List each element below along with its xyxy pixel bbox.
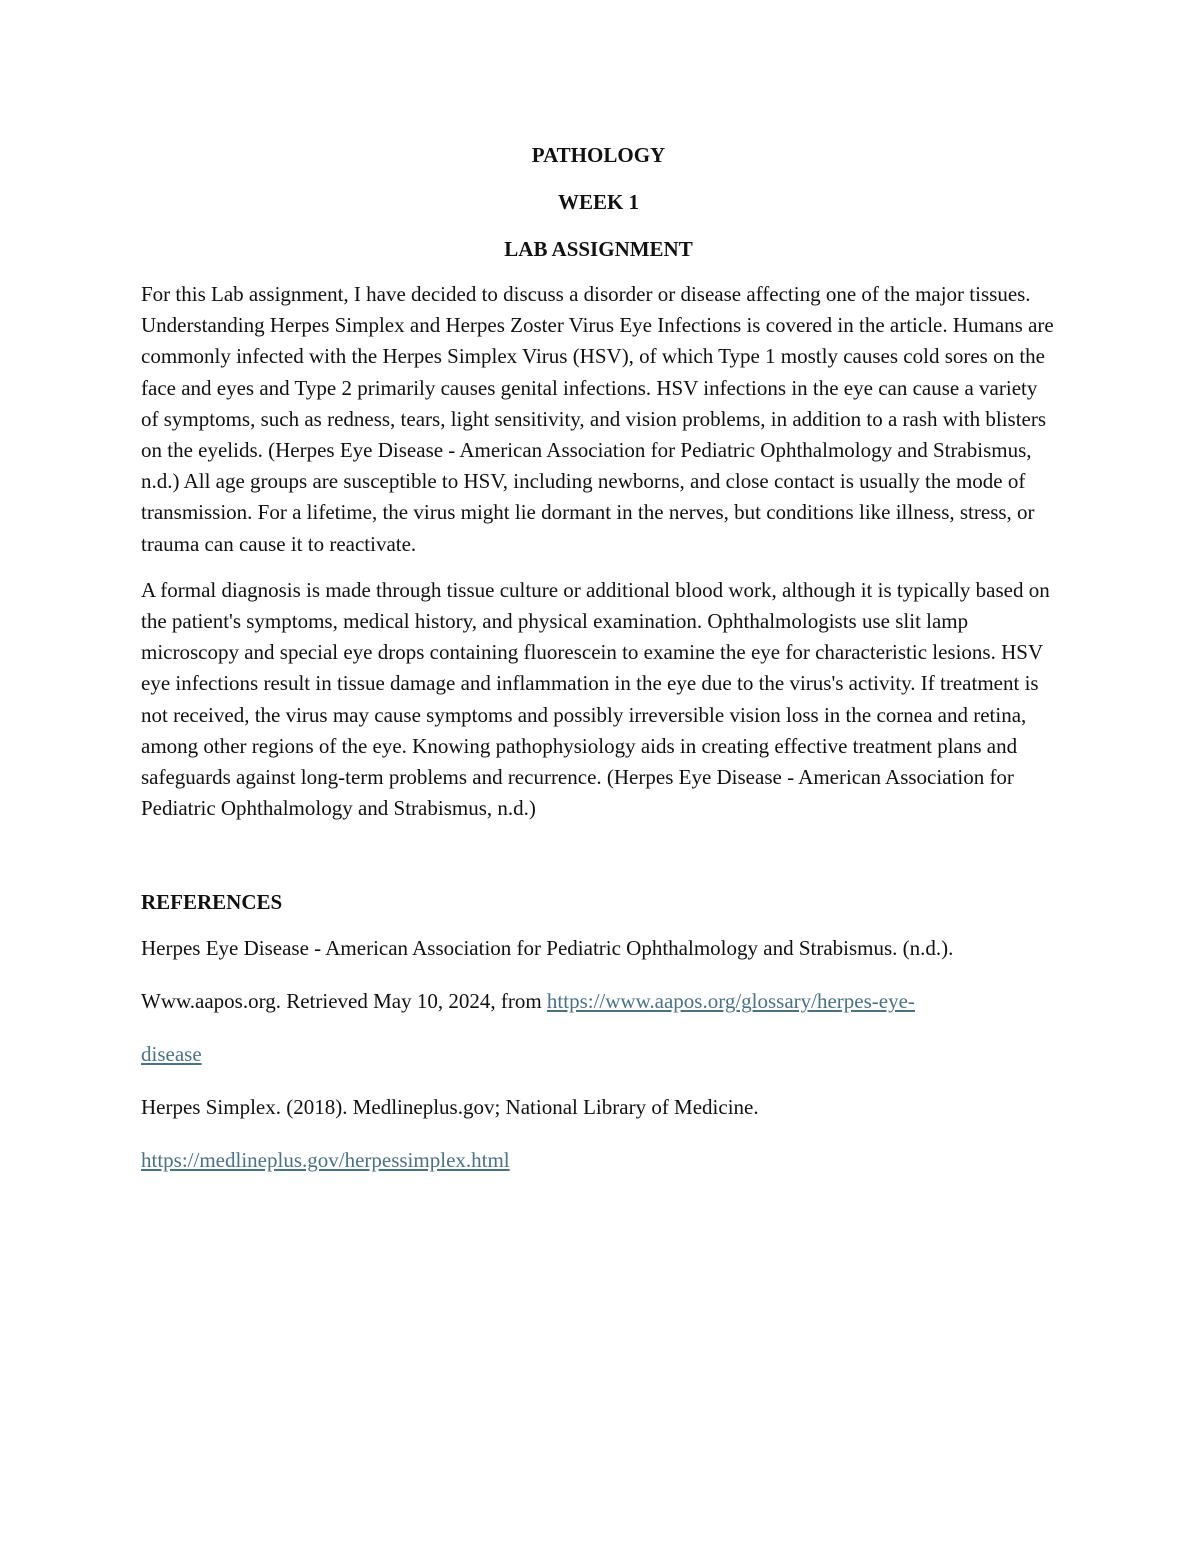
reference-1-citation: Herpes Eye Disease - American Association for Pediatric Ophthalmology and Strabismus. (n.d.).: [141, 936, 954, 961]
reference-1-link-continued: [141, 1039, 1056, 1070]
reference-2-citation: Herpes Simplex. (2018). Medlineplus.gov; National Library of Medicine.: [141, 1095, 759, 1120]
reference-1-retrieval-text: Www.aapos.org. Retrieved May 10, 2024, from: [141, 989, 547, 1014]
assignment-heading: LAB ASSIGNMENT: [504, 237, 693, 261]
course-heading: PATHOLOGY: [531, 143, 666, 167]
body-paragraph-1: For this Lab assignment, I have decided to discuss a disorder or disease affecting one of the major tissues. Understanding Herpes Simplex and Herpes Zoster Virus Eye Infections is covered in the article. Humans are commonly infected with the Herpes Simplex Virus (HSV), of which Type 1 mostly causes cold sores on the face and eyes and Type 2 primarily causes genital infections. HSV infections in the eye can cause a variety of symptoms, such as redness, tears, light sensitivity, and vision problems, in addition to a rash with blisters on the eyelids. (Herpes Eye Disease - American Association for Pediatric Ophthalmology and Strabismus, n.d.) All age groups are susceptible to HSV, including newborns, and close contact is usually the mode of transmission. For a lifetime, the virus might lie dormant in the nerves, but conditions like illness, stress, or trauma can cause it to reactivate.: [141, 282, 1054, 556]
week-heading: WEEK 1: [557, 190, 640, 214]
reference-2-link-line: [141, 1145, 1056, 1176]
body-paragraph-2: A formal diagnosis is made through tissue culture or additional blood work, although it is typically based on the patient's symptoms, medical history, and physical examination. Ophthalmologists use slit lamp microscopy and special eye drops containing fluorescein to examine the eye for characteristic lesions. HSV eye infections result in tissue damage and inflammation in the eye due to the virus's activity. If treatment is not received, the virus may cause symptoms and possibly irreversible vision loss in the cornea and retina, among other regions of the eye. Knowing pathophysiology aids in creating effective treatment plans and safeguards against long-term problems and recurrence. (Herpes Eye Disease - American Association for Pediatric Ophthalmology and Strabismus, n.d.): [141, 577, 1050, 821]
reference-2-link[interactable]: https://medlineplus.gov/herpessimplex.html: [141, 1148, 510, 1173]
document-page: [141, 140, 1056, 1198]
references-heading: REFERENCES: [141, 890, 283, 915]
reference-1-link-tail[interactable]: disease: [141, 1042, 202, 1067]
reference-1-link[interactable]: https://www.aapos.org/glossary/herpes-eye-: [546, 989, 915, 1014]
reference-1-retrieval: [141, 986, 1056, 1017]
